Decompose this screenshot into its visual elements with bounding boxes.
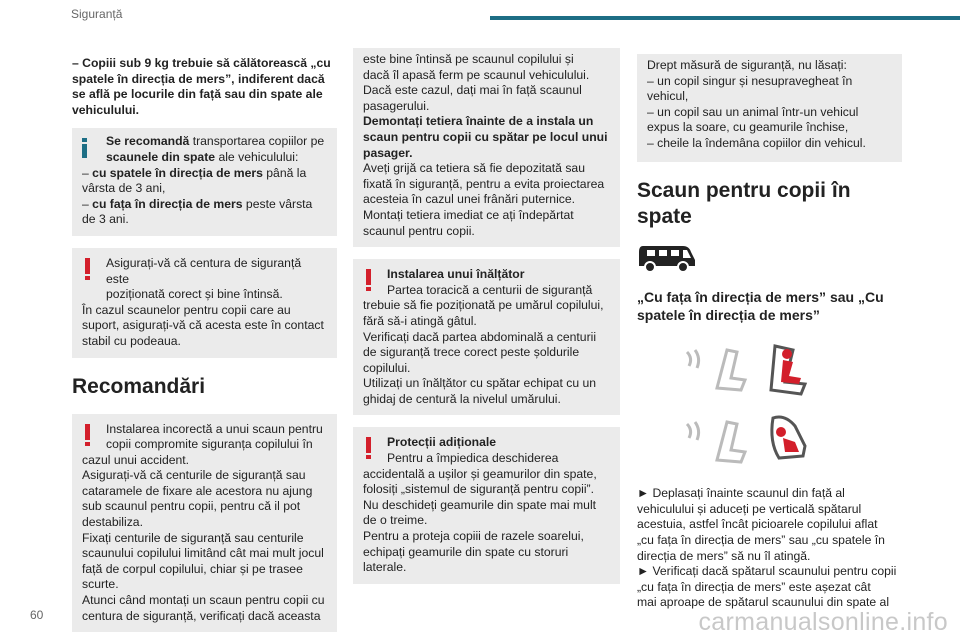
column-1 — [72, 56, 337, 642]
warning-box-additional-protection: Protecții adiționale Pentru a împiedica deschiderea accidentală a ușilor și geamurilor din spate, folosiți „sistemul de siguranță pentru copii”. Nu deschideți geamurile din spate mai mult de o treime. Pentru a proteja copiii de razele soarelui, echipați geamurile din spate cu storuri laterale. — [353, 427, 620, 583]
van-icon — [637, 240, 697, 274]
seat-orientation-subheading: „Cu fața în direcția de mers” sau „Cu spatele în direcția de mers” — [637, 289, 884, 324]
continued-box: este bine întinsă pe scaunul copilului și dacă îl apasă ferm pe scaunul vehiculului. Dacă este cazul, dați mai în față scaunul pasagerului. Demontați tetiera înainte de a instala un scaun pentru copii cu spătar pe locul unui pasager. Aveți grijă ca tetiera să fie depozitată sau fixată în siguranță, pentru a evita proiectarea acesteia în cazul unei frânări puternice. Montați tetiera imediat ce ați îndepărtat scaunul pentru copii. — [353, 48, 620, 247]
page-number: 60 — [30, 608, 44, 622]
warning-box-booster: Instalarea unui înălțător Partea toracică a centurii de siguranță trebuie să fie poziționată pe umărul copilului, fără să-i atingă gâtul. Verificați dacă partea abdominală a centurii de siguranță trece corect peste șoldurile copilului. Utilizați un înălțător cu spătar echipat cu un ghidaj de centură la nivelul umărului. — [353, 259, 620, 415]
header-accent-bar — [490, 16, 960, 20]
warning-box-seatbelt: Asigurați-vă că centura de siguranță este poziționată corect și bine întinsă. În cazul scaunelor pentru copii care au suport, asigurați-vă că acesta este în contact stabil cu podeaua. — [72, 248, 337, 358]
warning-icon — [85, 258, 90, 280]
warning-icon — [366, 269, 371, 291]
info-box: Se recomandă transportarea copiilor pe scaunele din spate ale vehiculului: – cu spatele în direcția de mers până la vârsta de 3 ani, – cu fața în direcția de mers peste vârsta de 3 ani. — [72, 128, 337, 236]
column-2 — [353, 48, 620, 594]
safety-box: Drept măsură de siguranță, nu lăsați: – un copil singur și nesupravegheat în vehicul, – un copil sau un animal într-un vehicul expus la soare, cu geamurile închise, – cheile la îndemâna copiilor din vehicul. — [637, 54, 902, 162]
warning-icon — [366, 437, 371, 459]
watermark: carmanualsonline.info — [698, 608, 948, 636]
child-seat-forward-icon — [675, 342, 815, 398]
intro-line: spatele în direcția de mers”, indiferent dacă — [72, 71, 325, 86]
warning-icon — [85, 424, 90, 446]
warning-box-installation: Instalarea incorectă a unui scaun pentru copii compromite siguranța copilului în cazul unui accident. Asigurați-vă că centurile de siguranță sau cataramele de fixare ale acestora nu ajung sub scaunul pentru copii, pentru că il pot destabiliza. Fixați centurile de siguranță sau centurile scaunului copilului limitând cât mai mult jocul față de corpul copilului, chiar și pe trasee scurte. Atunci când montați un scaun pentru copii cu centura de siguranță, verificați dacă aceasta — [72, 414, 337, 633]
rear-child-seat-heading: Scaun pentru copii în spate — [637, 178, 851, 228]
instructions-paragraph: ► Deplasați înainte scaunul din față al vehiculului și aduceți pe verticală spătarul acestuia, astfel încât picioarele copilului aflat „cu fața în direcția de mers” sau „cu spatele în direcția de mers” să nu îl atingă. ► Verificați dacă spătarul scaunului pentru copii „cu fața în direcția de mers” este așezat cât mai aproape de spătarul scaunului din spate al — [637, 486, 897, 610]
intro-text — [72, 56, 337, 118]
intro-line: – Copiii sub 9 kg trebuie să călătorească „cu — [72, 56, 331, 70]
info-icon — [82, 138, 87, 158]
recommendations-heading: Recomandări — [72, 374, 206, 398]
column-3 — [637, 54, 902, 611]
intro-line: se află pe locurile din față sau din spate ale — [72, 87, 323, 102]
child-seat-rearward-icon — [675, 412, 815, 472]
intro-line: vehiculului. — [72, 102, 140, 117]
section-title: Siguranță — [71, 7, 123, 21]
